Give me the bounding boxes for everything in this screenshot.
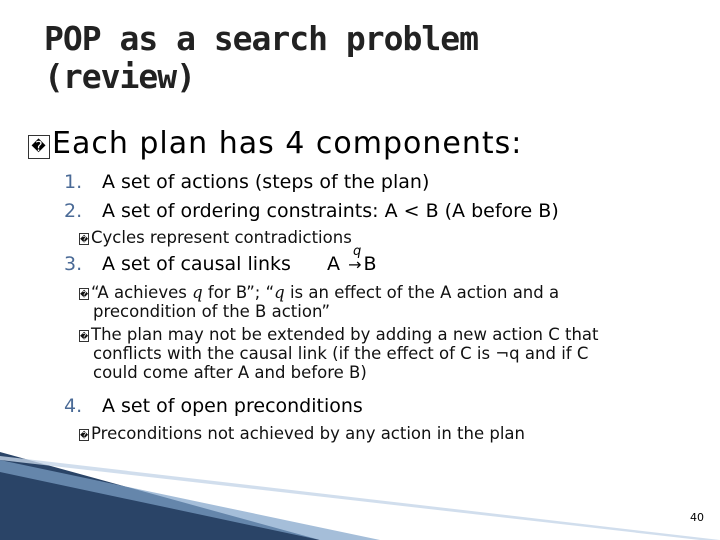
q-symbol: q <box>192 283 203 302</box>
bullet-box-icon: � <box>28 135 50 159</box>
main-bullet <box>28 126 522 162</box>
sub-bullet-icon: � <box>80 332 89 341</box>
list-number: 3. <box>64 253 83 275</box>
causal-label: q <box>353 244 362 259</box>
arrow-icon: → <box>348 255 362 274</box>
list-item-text: A set of ordering constraints: A < B (A before B) <box>102 200 559 222</box>
sub-item-cycles <box>79 228 352 247</box>
slide-title <box>44 20 684 96</box>
sub-item-achieves <box>79 283 699 321</box>
sub-item-text: Cycles represent contradictions <box>91 228 352 247</box>
text-fragment: for B”; “ <box>202 283 275 302</box>
list-item-2 <box>64 199 559 223</box>
list-item-3 <box>64 244 377 277</box>
list-item-text: A set of actions (steps of the plan) <box>102 171 430 193</box>
list-number: 1. <box>64 171 83 193</box>
sub-item-extend <box>79 325 719 382</box>
sub-bullet-icon: � <box>80 235 89 244</box>
list-number: 4. <box>64 395 83 417</box>
text-fragment: is an effect of the A action and a <box>284 283 560 302</box>
sub-bullet-icon: � <box>80 431 89 440</box>
list-item-text: A set of causal links <box>102 253 291 275</box>
causal-link-notation <box>327 244 377 277</box>
causal-from: A <box>327 253 341 275</box>
title-line-2: (review) <box>44 57 195 96</box>
list-number: 2. <box>64 200 83 222</box>
sub-item-text-continued: precondition of the B action” <box>93 302 331 321</box>
main-bullet-text: Each plan has 4 components: <box>52 126 523 161</box>
sub-item-preconditions <box>79 424 525 443</box>
sub-bullet-icon: � <box>80 290 89 299</box>
list-item-text: A set of open preconditions <box>102 395 363 417</box>
title-line-1: POP as a search problem <box>44 19 478 58</box>
causal-to: B <box>363 253 377 275</box>
text-fragment: “A achieves <box>91 283 193 302</box>
sub-item-text: Preconditions not achieved by any action in the plan <box>91 424 525 443</box>
decorative-swoosh <box>0 450 720 540</box>
sub-item-text-continued: could come after A and before B) <box>93 363 367 382</box>
list-item-4 <box>64 394 363 418</box>
sub-item-text: The plan may not be extended by adding a new action C that <box>91 325 599 344</box>
sub-item-text-continued: conflicts with the causal link (if the effect of C is ¬q and if C <box>93 344 589 363</box>
list-item-1 <box>64 170 429 194</box>
q-symbol: q <box>274 283 285 302</box>
page-number: 40 <box>690 511 704 524</box>
